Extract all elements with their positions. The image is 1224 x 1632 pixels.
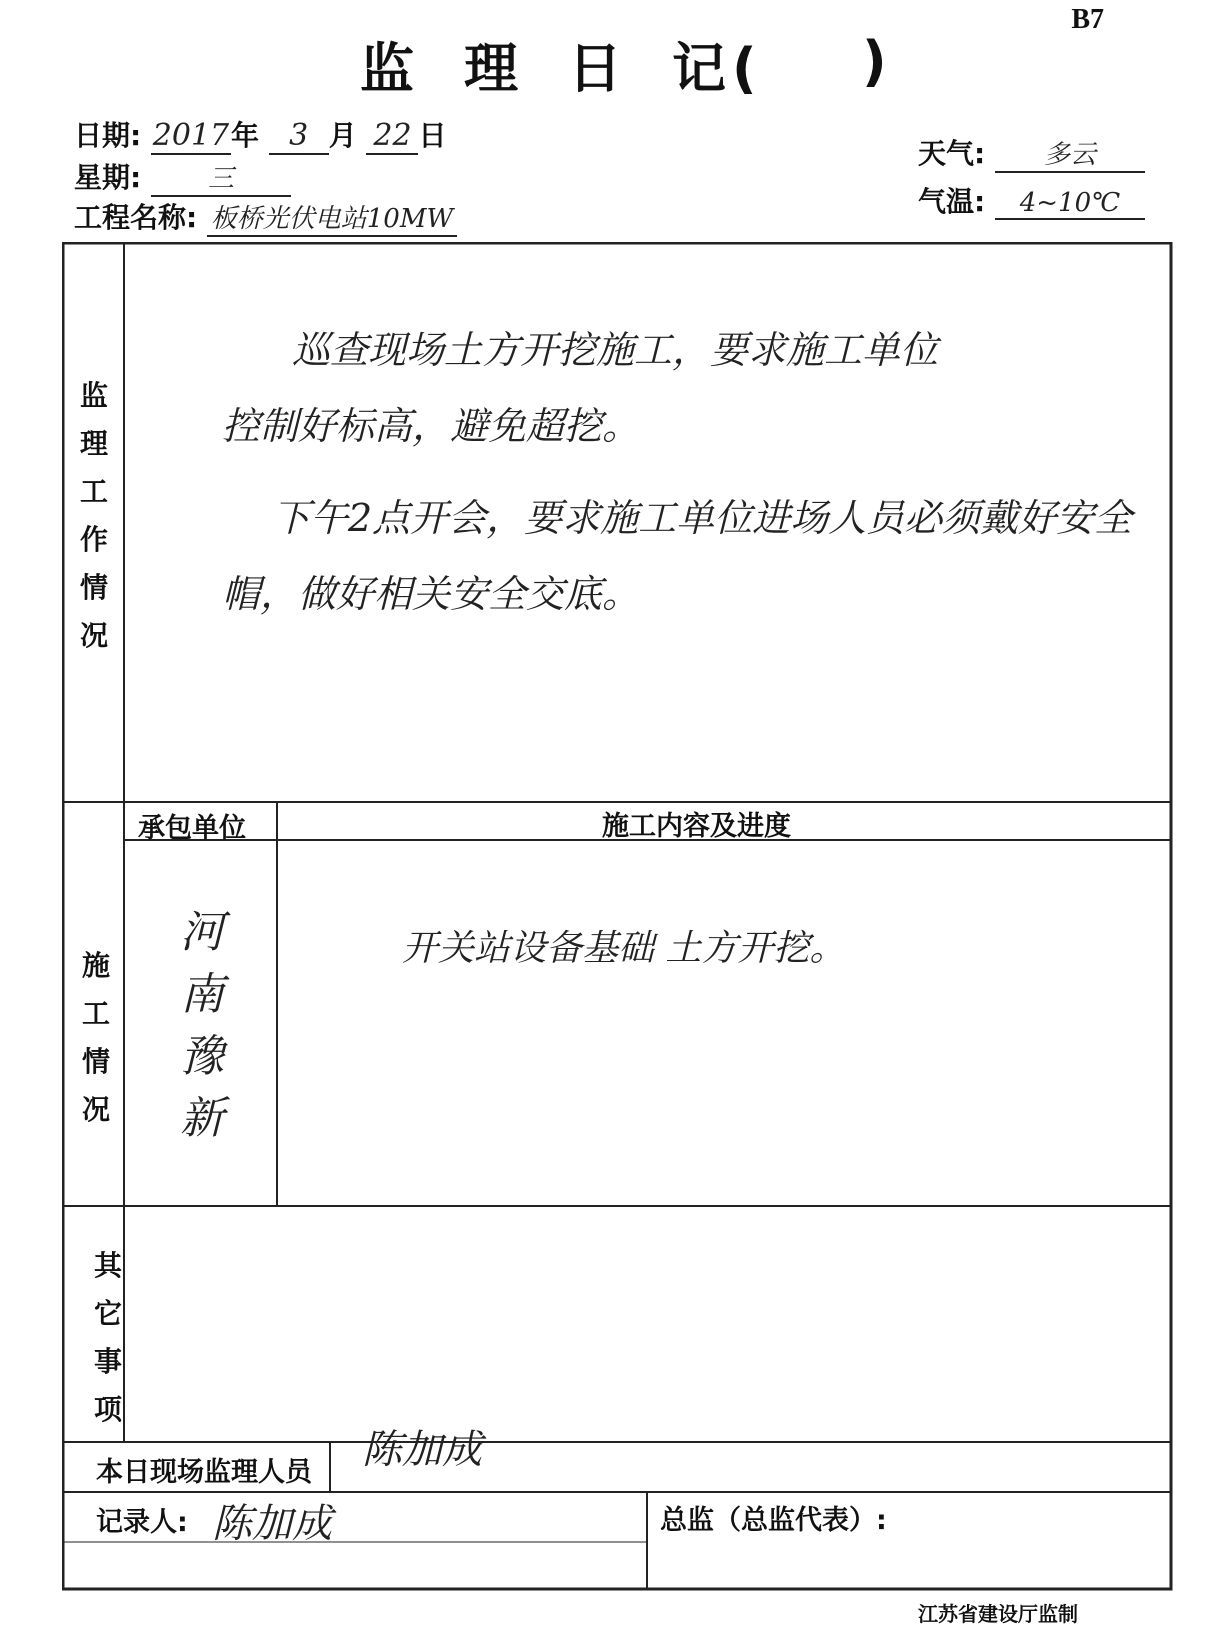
date-year: 2017 bbox=[152, 118, 230, 153]
staff-signature: 陈加成 bbox=[362, 1427, 482, 1473]
contractor-char: 豫 bbox=[180, 1031, 224, 1082]
weekday-row bbox=[74, 156, 291, 197]
weekday-value: 三 bbox=[151, 158, 291, 197]
project-row bbox=[74, 196, 457, 237]
date-month: 3 bbox=[269, 118, 329, 155]
construction-label-text: 施工情况 bbox=[81, 949, 110, 1126]
issuer-stamp: 江苏省建设厅监制 bbox=[918, 1602, 1078, 1626]
contractor-value bbox=[172, 902, 232, 1150]
supervision-line: 下午2点开会，要求施工单位进场人员必须戴好安全 bbox=[272, 496, 1133, 540]
title-close-paren: ) bbox=[862, 30, 887, 93]
recorder-signature: 陈加成 bbox=[212, 1501, 332, 1547]
project-label: 工程名称: bbox=[74, 201, 198, 234]
weather-row bbox=[918, 132, 1145, 173]
day-unit: 日 bbox=[418, 119, 447, 152]
other-label-text: 其它事项 bbox=[93, 1249, 122, 1426]
log-table bbox=[62, 242, 1174, 1592]
supervision-line: 帽，做好相关安全交底。 bbox=[222, 572, 641, 616]
chief-label: 总监（总监代表）: bbox=[660, 1505, 887, 1536]
year-unit: 年 bbox=[230, 119, 259, 152]
date-label: 日期: bbox=[74, 119, 142, 152]
supervision-content bbox=[222, 312, 1152, 632]
date-day: 22 bbox=[366, 118, 418, 155]
content-header: 施工内容及进度 bbox=[602, 811, 791, 842]
contractor-char: 新 bbox=[180, 1093, 224, 1144]
title-char: 日 bbox=[568, 37, 628, 100]
supervision-line: 控制好标高，避免超挖。 bbox=[222, 404, 641, 448]
page-title bbox=[360, 26, 763, 103]
construction-section-label bbox=[76, 942, 116, 1134]
construction-content-value: 开关站设备基础 土方开挖。 bbox=[402, 928, 846, 969]
weather-value: 多云 bbox=[995, 134, 1145, 173]
supervision-label-text: 监理工作情况 bbox=[79, 379, 108, 652]
contractor-char: 南 bbox=[180, 969, 224, 1020]
weekday-label: 星期: bbox=[74, 161, 142, 194]
temperature-row bbox=[918, 180, 1145, 220]
weather-label: 天气: bbox=[918, 137, 986, 170]
supervision-section-label bbox=[74, 372, 114, 660]
contractor-header: 承包单位 bbox=[138, 813, 246, 844]
month-unit: 月 bbox=[328, 119, 357, 152]
title-char: 监 bbox=[360, 37, 420, 100]
form-code: B7 bbox=[1071, 4, 1104, 35]
temperature-value: 4~10℃ bbox=[995, 188, 1145, 220]
contractor-char: 河 bbox=[180, 907, 224, 958]
supervision-line: 巡查现场土方开挖施工，要求施工单位 bbox=[292, 328, 939, 372]
staff-label: 本日现场监理人员 bbox=[96, 1457, 312, 1488]
recorder-label: 记录人: bbox=[96, 1507, 188, 1538]
other-section-label bbox=[88, 1242, 128, 1434]
title-char: 理 bbox=[464, 37, 524, 100]
project-value: 板桥光伏电站10MW bbox=[207, 198, 457, 237]
temperature-label: 气温: bbox=[918, 185, 986, 218]
title-char: 记( bbox=[672, 37, 763, 100]
date-row bbox=[74, 114, 447, 155]
